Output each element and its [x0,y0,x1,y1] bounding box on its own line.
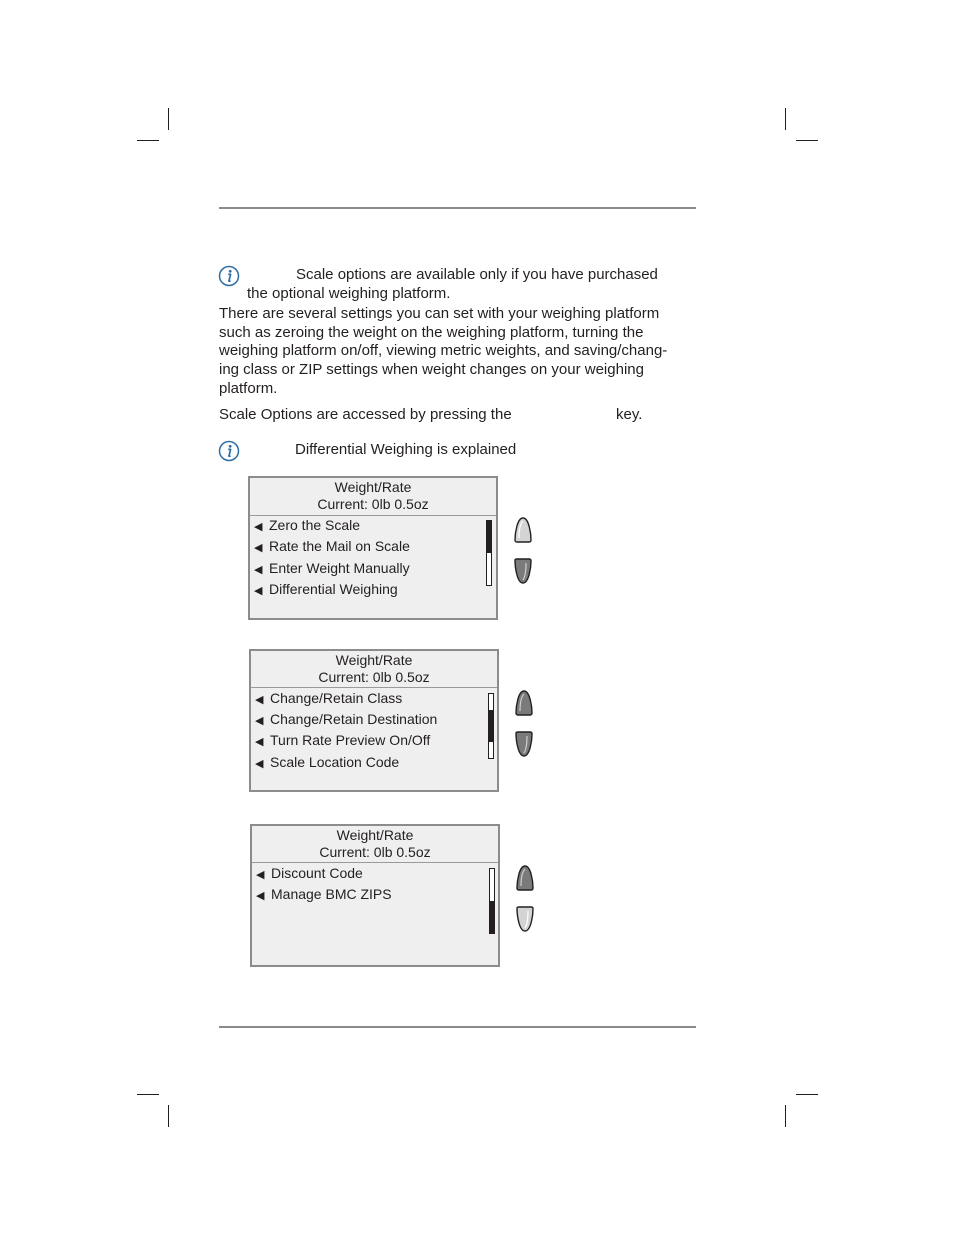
menu-item-discount-code[interactable] [256,865,363,883]
left-arrow-icon: ◀ [255,694,264,706]
left-arrow-icon: ◀ [255,715,264,727]
access-text: Scale Options are accessed by pressing the [219,406,512,423]
intro-note-line2: the optional weighing platform. [247,285,451,302]
crop-mark [796,140,818,141]
scrollbar[interactable] [486,520,492,586]
screen-title: Weight/Rate [334,479,412,495]
screen-current-weight: Current: 0lb 0.5oz [319,843,431,860]
menu-item-manage-bmc-zips[interactable] [256,886,392,904]
crop-mark [785,108,786,130]
body-paragraph [219,305,699,399]
left-arrow-icon: ◀ [254,521,263,533]
menu-item-change-destination[interactable] [255,711,437,729]
scroll-thumb[interactable] [487,521,491,553]
scroll-down-key-icon[interactable] [513,730,535,758]
menu-item-change-class[interactable] [255,690,402,708]
lcd-screen-2 [249,649,499,792]
menu-item-label: Change/Retain Class [270,690,403,706]
scrollbar[interactable] [489,868,495,934]
left-arrow-icon: ◀ [254,585,263,597]
screen-current-weight: Current: 0lb 0.5oz [318,668,430,685]
menu-item-label: Discount Code [271,865,363,881]
crop-mark [137,1094,159,1095]
lcd-screen-1 [248,476,498,620]
scrollbar[interactable] [488,693,494,759]
second-note-text: Differential Weighing is explained [295,441,517,458]
menu-item-rate-mail[interactable] [254,538,410,556]
header-rule [219,207,696,209]
menu-item-label: Enter Weight Manually [269,560,410,576]
access-key-word: key. [616,406,643,423]
screen-current-weight: Current: 0lb 0.5oz [317,495,429,512]
scroll-thumb[interactable] [490,901,494,933]
menu-item-rate-preview[interactable] [255,732,430,750]
crop-mark [168,1105,169,1127]
paragraph-line: such as zeroing the weight on the weighing platform, turning the [219,323,644,341]
scroll-up-key-icon[interactable] [512,516,534,544]
left-arrow-icon: ◀ [254,542,263,554]
left-arrow-icon: ◀ [255,758,264,770]
intro-note-line1: Scale options are available only if you have purchased [296,266,658,283]
info-icon [218,265,240,287]
crop-mark [168,108,169,130]
menu-item-scale-location[interactable] [255,754,399,772]
left-arrow-icon: ◀ [254,564,263,576]
menu-item-zero-scale[interactable] [254,517,360,535]
menu-item-differential[interactable] [254,581,398,599]
crop-mark [785,1105,786,1127]
screen-header [251,651,497,688]
scroll-thumb[interactable] [489,710,493,742]
menu-item-label: Change/Retain Destination [270,711,438,727]
screen-title: Weight/Rate [335,652,413,668]
menu-item-label: Scale Location Code [270,754,400,770]
paragraph-line: platform. [219,379,278,397]
paragraph-line: weighing platform on/off, viewing metric weights, and saving/chang- [219,342,668,360]
menu-item-label: Rate the Mail on Scale [269,538,410,554]
scroll-up-key-icon[interactable] [514,864,536,892]
left-arrow-icon: ◀ [256,890,265,902]
menu-item-enter-weight[interactable] [254,560,410,578]
scroll-down-key-icon[interactable] [512,557,534,585]
screen-header [250,478,496,516]
paragraph-line: ing class or ZIP settings when weight changes on your weighing [219,361,644,379]
lcd-screen-3 [250,824,500,967]
screen-header [252,826,498,863]
info-icon [218,440,240,462]
menu-item-label: Differential Weighing [269,581,398,597]
scroll-down-key-icon[interactable] [514,905,536,933]
menu-item-label: Turn Rate Preview On/Off [270,732,431,748]
scroll-up-key-icon[interactable] [513,689,535,717]
menu-item-label: Zero the Scale [269,517,361,533]
left-arrow-icon: ◀ [255,736,264,748]
footer-rule [219,1026,696,1028]
left-arrow-icon: ◀ [256,869,265,881]
crop-mark [796,1094,818,1095]
crop-mark [137,140,159,141]
paragraph-line: There are several settings you can set with your weighing platform [219,305,660,322]
menu-item-label: Manage BMC ZIPS [271,886,392,902]
screen-title: Weight/Rate [336,827,414,843]
